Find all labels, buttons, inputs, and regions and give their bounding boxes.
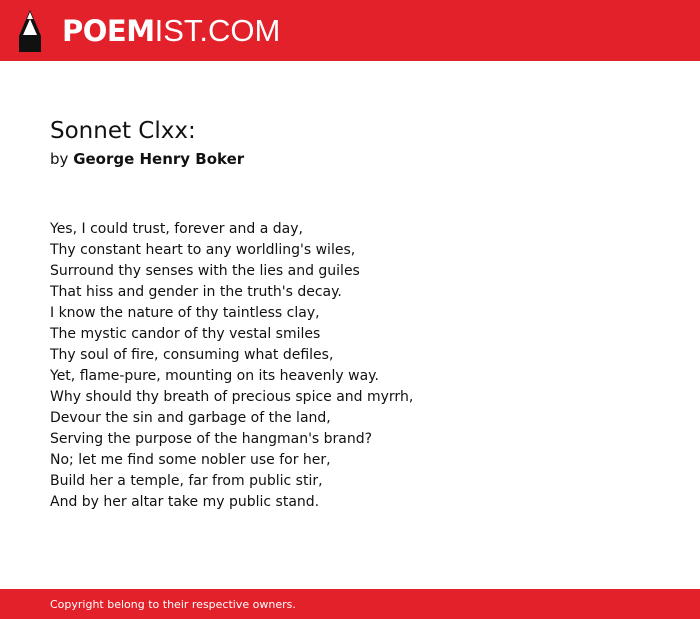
brand-light-text: IST.COM [154,13,281,48]
poem-line: Serving the purpose of the hangman's brand? [50,431,373,447]
poem-line: Thy soul of fire, consuming what defiles, [50,347,334,363]
poem-line: I know the nature of thy taintless clay, [50,305,320,321]
author-name: George Henry Boker [73,150,245,168]
poem-line: And by her altar take my public stand. [50,494,320,510]
brand-bold-text: POEM [62,14,155,48]
poem-line: No; let me find some nobler use for her, [50,452,331,468]
poem-line: Yet, flame-pure, mounting on its heavenly way. [50,368,379,384]
poem-line: Devour the sin and garbage of the land, [50,410,331,426]
poem-line: Why should thy breath of precious spice and myrrh, [50,389,414,405]
poem-body [50,219,650,513]
site-header [0,0,700,61]
poem-line: Yes, I could trust, forever and a day, [50,221,303,237]
pencil-icon[interactable] [17,10,43,52]
poem-line: Surround thy senses with the lies and guiles [50,263,360,279]
poem-title: Sonnet Clxx: [50,118,196,144]
poem-line: That hiss and gender in the truth's decay. [50,284,342,300]
by-label: by [50,150,69,168]
poem-line: Thy constant heart to any worldling's wiles, [50,242,356,258]
copyright-notice: Copyright belong to their respective owners. [50,598,296,611]
site-logo-link[interactable] [62,11,280,51]
poem-line: The mystic candor of thy vestal smiles [50,326,321,342]
poem-line: Build her a temple, far from public stir, [50,473,323,489]
byline [50,149,244,169]
site-footer [0,589,700,619]
